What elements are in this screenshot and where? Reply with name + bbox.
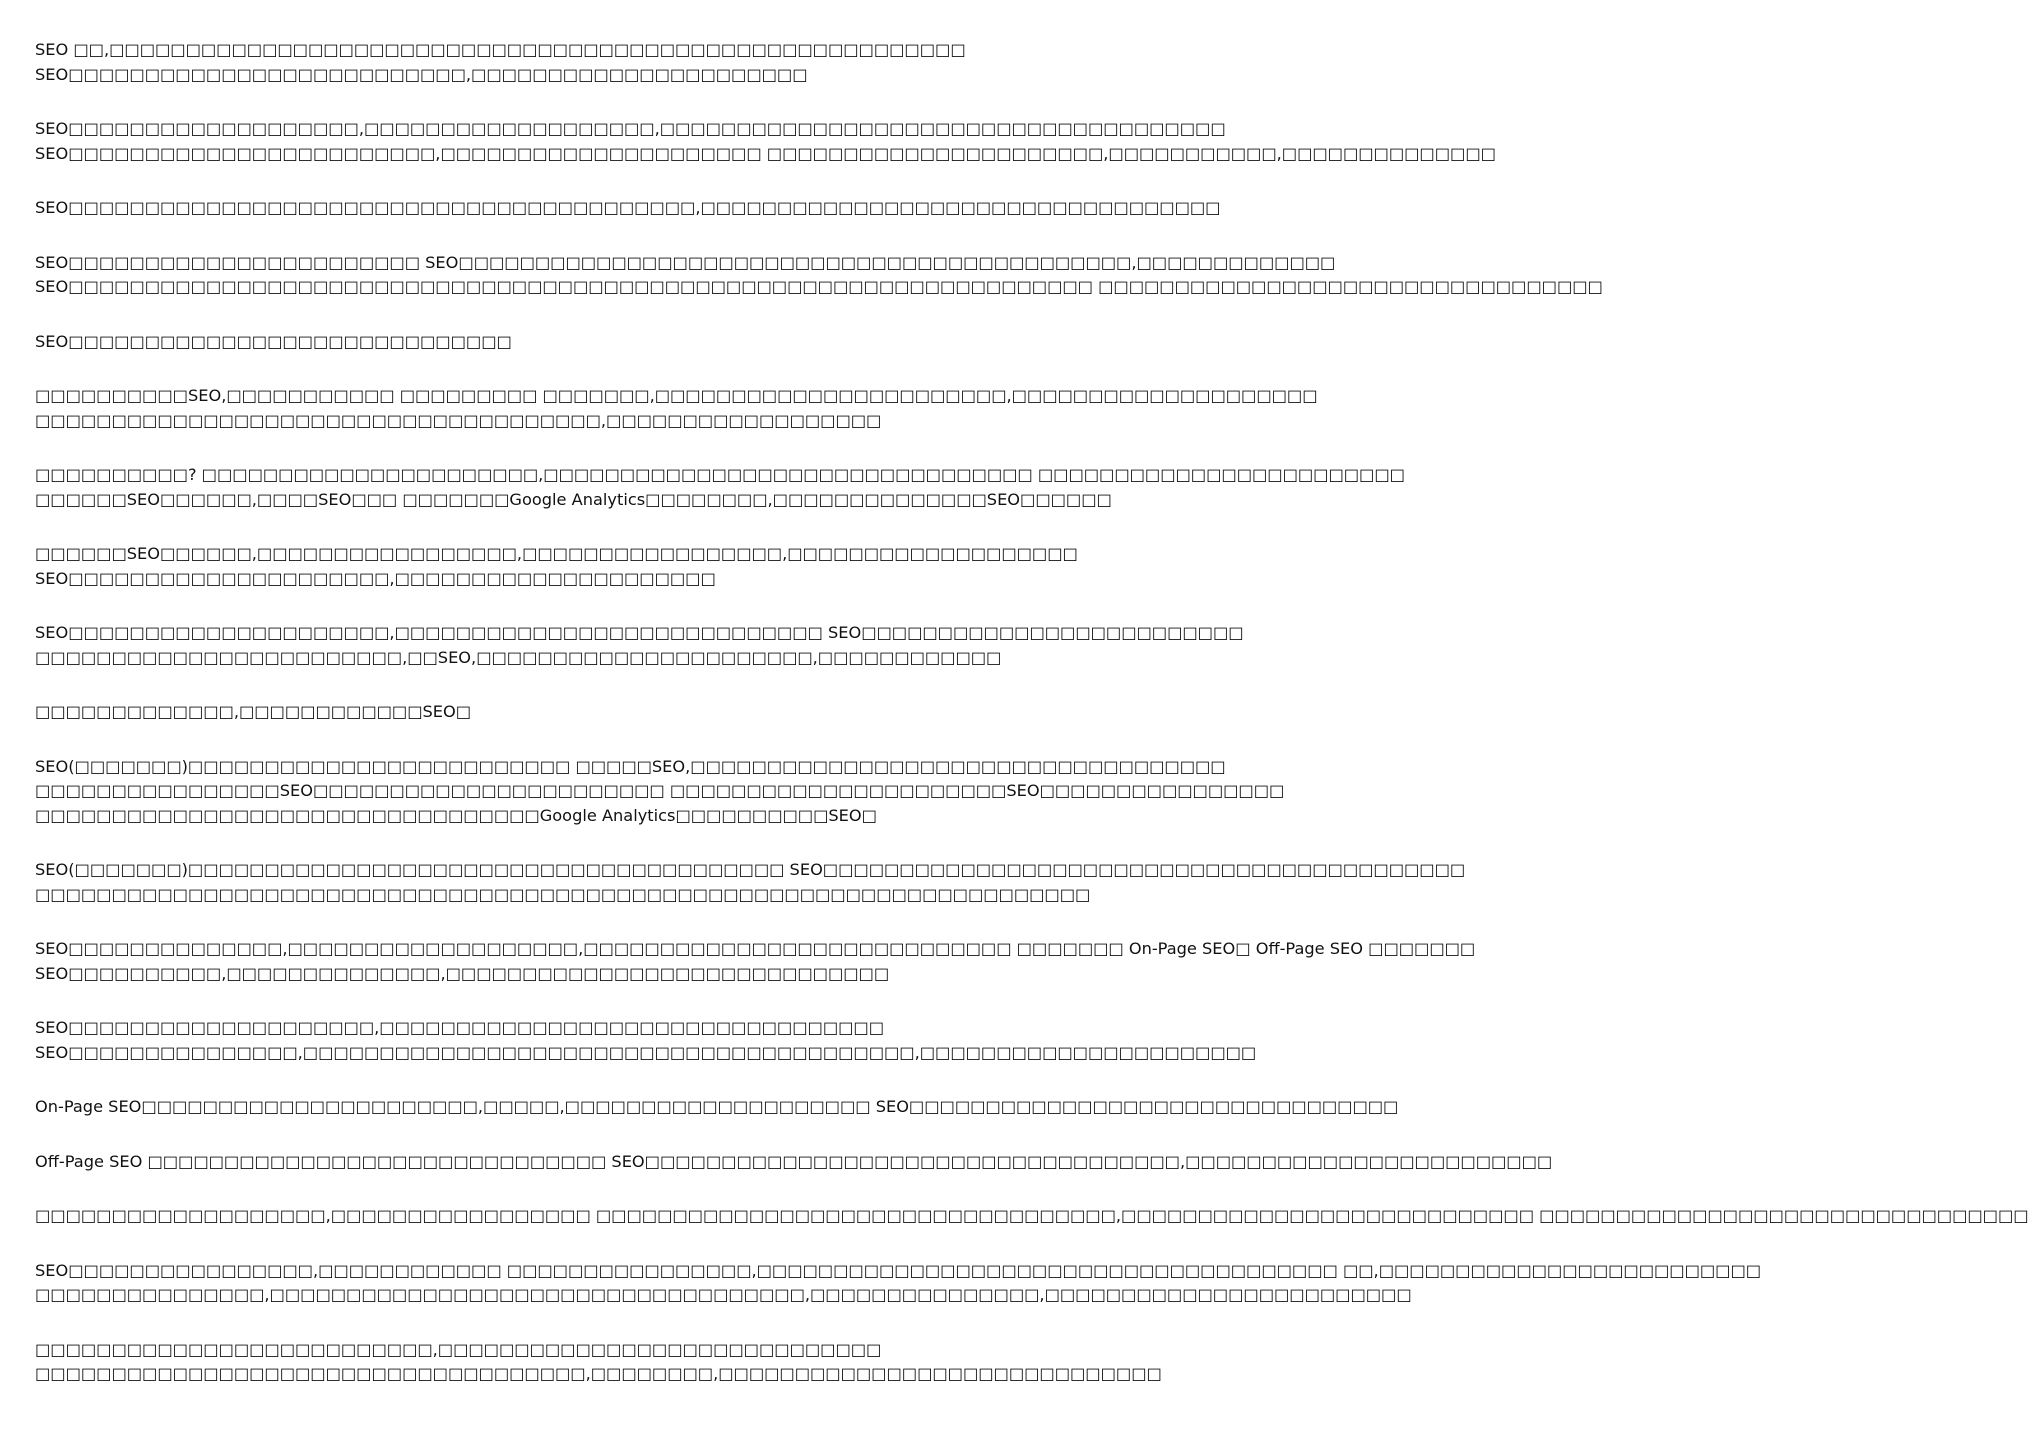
paragraph [35,700,995,725]
text-line: Off-Page SEO □□□□□□□□□□□□□□□□□□□□□□□□□□□□□□ SEO□□□□□□□□□□□□□□□□□□□□□□□□□□□□□□□□□□□,□□□□□□□□□□□□□□□□□□□□□□□□ [35,1151,1553,1171]
paragraph [35,755,1285,829]
paragraph [35,38,995,87]
text-line: □□□□□□□□□□□□□□□,□□□□□□□□□□□□□□□□□□□□□□□□□□□□□□□□□□□,□□□□□□□□□□□□□□□,□□□□□□□□□□□□□□□□□□□□□□□□ [35,1285,1412,1304]
text-line: □□□□□□□□□□□□□□□□□□□□□□□□,□□SEO,□□□□□□□□□□□□□□□□□□□□□□,□□□□□□□□□□□□ [35,647,1002,667]
text-line: □□□□□□□□□□□□□□□□SEO□□□□□□□□□□□□□□□□□□□□□□□ □□□□□□□□□□□□□□□□□□□□□□SEO□□□□□□□□□□□□□□□□ [35,781,1285,800]
paragraph [35,384,1318,433]
text-line: SEO(□□□□□□□)□□□□□□□□□□□□□□□□□□□□□□□□□ □□□□□SEO,□□□□□□□□□□□□□□□□□□□□□□□□□□□□□□□□□□□ [35,756,1226,776]
text-line: □□□□□□□□□□SEO,□□□□□□□□□□□ □□□□□□□□□ □□□□□□□,□□□□□□□□□□□□□□□□□□□□□□□,□□□□□□□□□□□□□□□□□□□□ [35,386,1318,405]
text-line: SEO□□□□□□□□□□□□□□□□□□□□□□□□□□□□□□□□□□□□□□□□□,□□□□□□□□□□□□□□□□□□□□□□□□□□□□□□□□□□ [35,198,1221,217]
text-line: □□□□□□□□□□□□□□□□□□□□□□□□□□□□□□□□□Google Analytics□□□□□□□□□□SEO□ [35,805,877,825]
paragraph [35,1204,2029,1229]
text-line: SEO □□,□□□□□□□□□□□□□□□□□□□□□□□□□□□□□□□□□□□□□□□□□□□□□□□□□□□□□□□□ [35,40,966,59]
text-line: On-Page SEO□□□□□□□□□□□□□□□□□□□□□□,□□□□□,□□□□□□□□□□□□□□□□□□□□ SEO□□□□□□□□□□□□□□□□□□□□□□□□□□□□□□□□ [35,1097,1399,1116]
paragraph [35,1259,1762,1308]
paragraph [35,542,1078,591]
text-line: SEO(□□□□□□□)□□□□□□□□□□□□□□□□□□□□□□□□□□□□□□□□□□□□□□□ SEO□□□□□□□□□□□□□□□□□□□□□□□□□□□□□□□□□□□□□□□□□□ [35,860,1466,879]
text-line: SEO□□□□□□□□□□□□□□□,□□□□□□□□□□□□□□□□□□□□□□□□□□□□□□□□□□□□□□□□,□□□□□□□□□□□□□□□□□□□□□□ [35,1042,1257,1062]
text-line: □□□□□□□□□□□□□□□□□□□□□□□□□□□□□□□□□□□□□□□□□□□□□□□□□□□□□□□□□□□□□□□□□□□□□ [35,884,1091,904]
paragraph [35,621,1244,670]
text-line: SEO□□□□□□□□□□,□□□□□□□□□□□□□□,□□□□□□□□□□□□□□□□□□□□□□□□□□□□□ [35,963,890,983]
paragraph [35,937,1476,986]
text-line: SEO□□□□□□□□□□□□□□□□□□□□□□□□,□□□□□□□□□□□□□□□□□□□□□ □□□□□□□□□□□□□□□□□□□□□□,□□□□□□□□□□□,□□□□□□□□□□□□□□ [35,143,1496,163]
text-line: SEO□□□□□□□□□□□□□□□□□□□,□□□□□□□□□□□□□□□□□□□,□□□□□□□□□□□□□□□□□□□□□□□□□□□□□□□□□□□□□ [35,119,1226,138]
text-line: □□□□□□□□□□□□□,□□□□□□□□□□□□SEO□ [35,702,472,721]
text-line: □□□□□□□□□□? □□□□□□□□□□□□□□□□□□□□□□,□□□□□□□□□□□□□□□□□□□□□□□□□□□□□□□□ □□□□□□□□□□□□□□□□□□□□□□□□ [35,465,1405,484]
text-line: □□□□□□□□□□□□□□□□□□□□□□□□□□□□□□□□□□□□□,□□□□□□□□□□□□□□□□□□ [35,410,882,430]
document-body [35,38,2029,1417]
text-line: SEO□□□□□□□□□□□□□□□□□□□□□□□□□□□□□ [35,331,512,351]
paragraph [35,251,1603,300]
paragraph [35,117,1496,166]
text-line: □□□□□□□□□□□□□□□□□□□□□□□□□□□□□□□□□□□□,□□□□□□□□,□□□□□□□□□□□□□□□□□□□□□□□□□□□□□ [35,1364,1162,1383]
text-line: □□□□□□SEO□□□□□□,□□□□□□□□□□□□□□□□□,□□□□□□□□□□□□□□□□□,□□□□□□□□□□□□□□□□□□□ [35,544,1078,563]
paragraph [35,463,1405,512]
text-line: SEO□□□□□□□□□□□□□□□□,□□□□□□□□□□□□ □□□□□□□□□□□□□□□□,□□□□□□□□□□□□□□□□□□□□□□□□□□□□□□□□□□□□□□ □□,□□□□□□□□□□□□□□□□□□□□□□□□□ [35,1260,1762,1280]
paragraph [35,858,1466,907]
text-line: SEO□□□□□□□□□□□□□□□□□□□□□□□ SEO□□□□□□□□□□□□□□□□□□□□□□□□□□□□□□□□□□□□□□□□□□□□,□□□□□□□□□□□□□ [35,252,1336,272]
text-line: SEO□□□□□□□□□□□□□□□□□□□□□□□□□□,□□□□□□□□□□□□□□□□□□□□□□ [35,64,808,84]
text-line: SEO□□□□□□□□□□□□□□,□□□□□□□□□□□□□□□□□□□,□□□□□□□□□□□□□□□□□□□□□□□□□□□□ □□□□□□□ On-Page SEO□ Off-Page SEO □□□□□□□ [35,939,1476,958]
paragraph [35,196,1221,221]
text-line: SEO□□□□□□□□□□□□□□□□□□□□□,□□□□□□□□□□□□□□□□□□□□□□□□□□□□ SEO□□□□□□□□□□□□□□□□□□□□□□□□□ [35,623,1244,642]
paragraph [35,1338,1162,1387]
paragraph [35,1095,1399,1120]
paragraph [35,330,995,355]
paragraph [35,1016,1257,1065]
text-line: SEO□□□□□□□□□□□□□□□□□□□□□,□□□□□□□□□□□□□□□□□□□□□ [35,568,716,588]
paragraph [35,1150,1553,1175]
text-line: □□□□□□SEO□□□□□□,□□□□SEO□□□ □□□□□□□Google Analytics□□□□□□□□,□□□□□□□□□□□□□□SEO□□□□□□ [35,489,1112,509]
text-line: □□□□□□□□□□□□□□□□□□□,□□□□□□□□□□□□□□□□□ □□□□□□□□□□□□□□□□□□□□□□□□□□□□□□□□□□,□□□□□□□□□□□□□□□□□□□□□□□□□□□ □□□□□□□□□□□□□□□□□□□□□□□□□□□□□□□□ [35,1206,2029,1225]
text-line: SEO□□□□□□□□□□□□□□□□□□□□,□□□□□□□□□□□□□□□□□□□□□□□□□□□□□□□□□ [35,1018,884,1037]
text-line: SEO□□□□□□□□□□□□□□□□□□□□□□□□□□□□□□□□□□□□□□□□□□□□□□□□□□□□□□□□□□□□□□□□□□□ □□□□□□□□□□□□□□□□□□□□□□□□□□□□□□□□□ [35,277,1603,296]
text-line: □□□□□□□□□□□□□□□□□□□□□□□□□□,□□□□□□□□□□□□□□□□□□□□□□□□□□□□□ [35,1339,882,1359]
